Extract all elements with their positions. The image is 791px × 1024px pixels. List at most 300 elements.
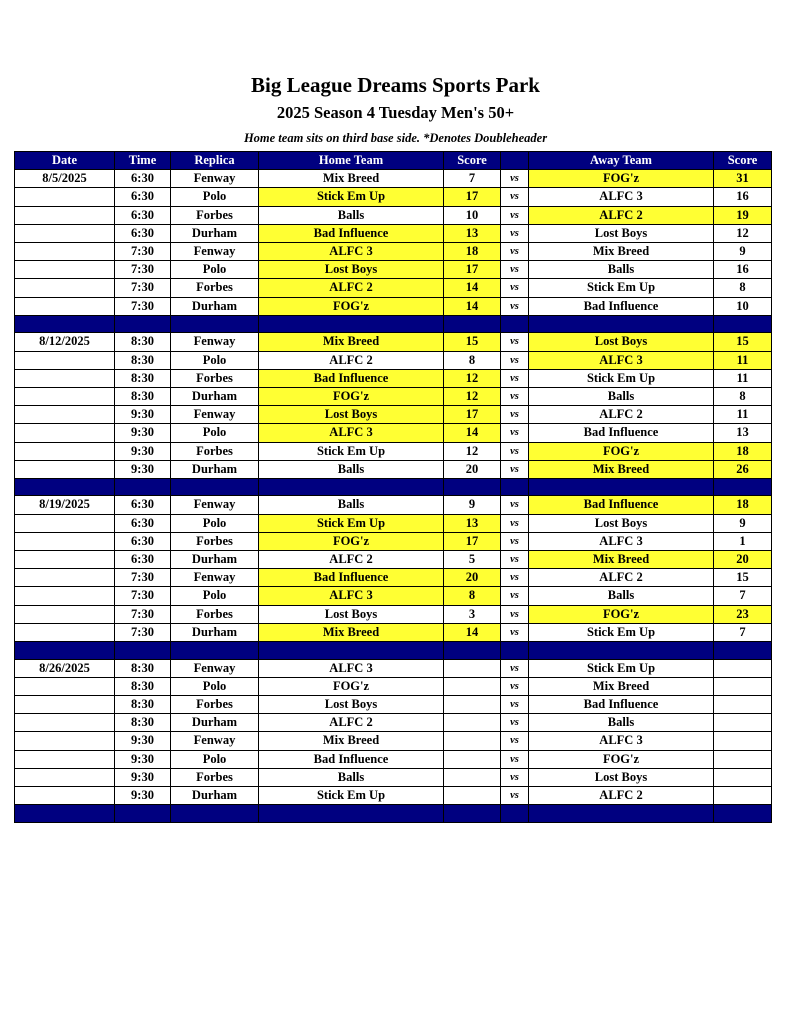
game-field: Durham [171,714,259,732]
away-team: Mix Breed [529,677,714,695]
game-date [15,587,115,605]
away-score: 7 [714,623,772,641]
away-team: Lost Boys [529,224,714,242]
home-team: Bad Influence [259,569,444,587]
versus-label: vs [501,206,529,224]
away-score: 11 [714,369,772,387]
separator-cell [529,805,714,823]
game-row [15,677,772,695]
game-row [15,188,772,206]
game-date [15,714,115,732]
home-score: 18 [444,243,501,261]
game-row [15,206,772,224]
game-row [15,569,772,587]
away-score: 9 [714,514,772,532]
home-score: 5 [444,551,501,569]
game-row [15,659,772,677]
away-team: Mix Breed [529,243,714,261]
home-score: 13 [444,514,501,532]
away-team: Stick Em Up [529,623,714,641]
versus-label: vs [501,514,529,532]
away-team: ALFC 2 [529,206,714,224]
column-header: Away Team [529,152,714,170]
separator-cell [501,642,529,660]
separator-cell [444,642,501,660]
game-time: 8:30 [115,351,171,369]
game-row [15,532,772,550]
game-row [15,714,772,732]
home-score: 15 [444,333,501,351]
home-score: 8 [444,587,501,605]
game-row [15,605,772,623]
game-field: Fenway [171,333,259,351]
game-row [15,695,772,713]
game-field: Durham [171,551,259,569]
home-score: 17 [444,188,501,206]
game-date [15,297,115,315]
week-separator [15,642,772,660]
page-note: Home team sits on third base side. *Denotes Doubleheader [243,131,548,145]
game-field: Polo [171,424,259,442]
game-row [15,333,772,351]
home-score: 10 [444,206,501,224]
column-header: Score [444,152,501,170]
game-field: Forbes [171,695,259,713]
week-separator [15,315,772,333]
game-date: 8/12/2025 [15,333,115,351]
away-team: Lost Boys [529,333,714,351]
separator-cell [115,315,171,333]
away-team: ALFC 3 [529,732,714,750]
game-time: 7:30 [115,623,171,641]
home-score: 17 [444,406,501,424]
away-team: ALFC 3 [529,188,714,206]
game-date [15,460,115,478]
game-field: Fenway [171,569,259,587]
game-row [15,732,772,750]
game-field: Polo [171,587,259,605]
game-field: Durham [171,224,259,242]
away-team: Balls [529,587,714,605]
game-date [15,605,115,623]
versus-label: vs [501,750,529,768]
home-team: ALFC 2 [259,551,444,569]
home-team: FOG'z [259,387,444,405]
game-time: 9:30 [115,442,171,460]
game-date [15,387,115,405]
game-time: 9:30 [115,406,171,424]
separator-cell [259,805,444,823]
game-date [15,369,115,387]
versus-label: vs [501,551,529,569]
game-field: Polo [171,351,259,369]
versus-label: vs [501,261,529,279]
game-time: 7:30 [115,243,171,261]
game-date [15,677,115,695]
away-score: 15 [714,333,772,351]
game-date [15,424,115,442]
game-date [15,351,115,369]
home-score: 13 [444,224,501,242]
game-date [15,569,115,587]
game-time: 7:30 [115,569,171,587]
away-team: Balls [529,714,714,732]
table-header-row [15,152,772,170]
game-field: Fenway [171,243,259,261]
home-team: Bad Influence [259,750,444,768]
separator-cell [529,478,714,496]
away-score: 16 [714,261,772,279]
away-team: ALFC 2 [529,406,714,424]
home-team: Mix Breed [259,170,444,188]
away-score [714,695,772,713]
versus-label: vs [501,460,529,478]
away-score: 10 [714,297,772,315]
game-date: 8/19/2025 [15,496,115,514]
versus-label: vs [501,279,529,297]
separator-cell [15,478,115,496]
game-time: 9:30 [115,787,171,805]
separator-cell [501,315,529,333]
versus-label: vs [501,569,529,587]
game-row [15,406,772,424]
home-team: ALFC 2 [259,714,444,732]
away-score [714,714,772,732]
home-team: Lost Boys [259,695,444,713]
game-row [15,261,772,279]
away-score [714,732,772,750]
game-time: 6:30 [115,496,171,514]
home-score: 12 [444,387,501,405]
away-team: FOG'z [529,170,714,188]
game-time: 6:30 [115,514,171,532]
home-team: Mix Breed [259,623,444,641]
away-team: FOG'z [529,605,714,623]
home-team: Lost Boys [259,406,444,424]
game-date: 8/26/2025 [15,659,115,677]
game-row [15,496,772,514]
column-header: Score [714,152,772,170]
separator-cell [115,642,171,660]
away-team: ALFC 2 [529,569,714,587]
home-score [444,677,501,695]
game-time: 9:30 [115,732,171,750]
page-subtitle: 2025 Season 4 Tuesday Men's 50+ [276,103,515,122]
home-score [444,768,501,786]
game-time: 9:30 [115,750,171,768]
game-field: Durham [171,387,259,405]
game-time: 6:30 [115,188,171,206]
home-team: ALFC 3 [259,587,444,605]
game-row [15,750,772,768]
game-row [15,224,772,242]
game-date [15,261,115,279]
home-score: 14 [444,623,501,641]
versus-label: vs [501,369,529,387]
game-field: Polo [171,677,259,695]
separator-cell [171,642,259,660]
away-team: ALFC 2 [529,787,714,805]
away-score: 20 [714,551,772,569]
home-team: Mix Breed [259,732,444,750]
away-score: 8 [714,279,772,297]
game-time: 6:30 [115,532,171,550]
away-team: Bad Influence [529,297,714,315]
game-date [15,768,115,786]
game-field: Polo [171,750,259,768]
game-row [15,551,772,569]
game-row [15,351,772,369]
game-time: 6:30 [115,170,171,188]
home-team: FOG'z [259,297,444,315]
away-score: 19 [714,206,772,224]
away-team: Mix Breed [529,460,714,478]
separator-cell [15,805,115,823]
game-time: 9:30 [115,460,171,478]
game-date: 8/5/2025 [15,170,115,188]
game-row [15,623,772,641]
game-field: Forbes [171,206,259,224]
game-row [15,170,772,188]
schedule-body [15,170,772,823]
versus-label: vs [501,442,529,460]
home-team: Stick Em Up [259,514,444,532]
separator-cell [444,478,501,496]
away-score [714,677,772,695]
home-score: 14 [444,297,501,315]
game-row [15,587,772,605]
home-score: 20 [444,460,501,478]
game-field: Fenway [171,732,259,750]
game-field: Durham [171,297,259,315]
versus-label: vs [501,297,529,315]
versus-label: vs [501,188,529,206]
game-time: 6:30 [115,551,171,569]
versus-label: vs [501,424,529,442]
home-score: 17 [444,261,501,279]
home-team: Lost Boys [259,261,444,279]
home-team: ALFC 2 [259,279,444,297]
versus-label: vs [501,714,529,732]
home-score [444,750,501,768]
game-time: 8:30 [115,369,171,387]
versus-label: vs [501,387,529,405]
game-field: Durham [171,787,259,805]
versus-label: vs [501,170,529,188]
game-time: 7:30 [115,279,171,297]
away-score: 1 [714,532,772,550]
home-score: 3 [444,605,501,623]
away-team: FOG'z [529,750,714,768]
away-score [714,787,772,805]
game-date [15,243,115,261]
home-score: 9 [444,496,501,514]
game-time: 8:30 [115,677,171,695]
home-score: 12 [444,442,501,460]
separator-cell [501,805,529,823]
game-field: Fenway [171,170,259,188]
game-row [15,514,772,532]
separator-cell [259,315,444,333]
game-time: 9:30 [115,424,171,442]
versus-label: vs [501,243,529,261]
game-time: 6:30 [115,224,171,242]
home-team: Mix Breed [259,333,444,351]
home-score [444,714,501,732]
home-team: FOG'z [259,532,444,550]
game-time: 8:30 [115,659,171,677]
game-row [15,460,772,478]
game-time: 8:30 [115,333,171,351]
versus-label: vs [501,351,529,369]
home-score: 8 [444,351,501,369]
home-score: 17 [444,532,501,550]
game-field: Fenway [171,406,259,424]
home-score: 14 [444,279,501,297]
game-time: 7:30 [115,261,171,279]
versus-label: vs [501,787,529,805]
away-team: Bad Influence [529,424,714,442]
away-score: 31 [714,170,772,188]
home-team: FOG'z [259,677,444,695]
game-date [15,532,115,550]
away-score: 18 [714,442,772,460]
week-separator [15,478,772,496]
game-row [15,768,772,786]
game-row [15,424,772,442]
page-title: Big League Dreams Sports Park [251,73,540,97]
home-team: Stick Em Up [259,188,444,206]
game-field: Durham [171,460,259,478]
away-score: 13 [714,424,772,442]
separator-cell [259,478,444,496]
away-team: Stick Em Up [529,659,714,677]
versus-label: vs [501,623,529,641]
away-team: FOG'z [529,442,714,460]
versus-label: vs [501,224,529,242]
game-field: Forbes [171,768,259,786]
home-team: ALFC 2 [259,351,444,369]
home-team: ALFC 3 [259,424,444,442]
separator-cell [171,805,259,823]
column-header: Replica [171,152,259,170]
separator-cell [714,315,772,333]
away-score: 23 [714,605,772,623]
away-score: 12 [714,224,772,242]
separator-cell [115,478,171,496]
away-team: ALFC 3 [529,532,714,550]
game-date [15,551,115,569]
versus-label: vs [501,532,529,550]
away-score: 16 [714,188,772,206]
home-team: Stick Em Up [259,787,444,805]
separator-cell [171,315,259,333]
away-team: Stick Em Up [529,279,714,297]
game-row [15,442,772,460]
away-team: Balls [529,261,714,279]
game-date [15,514,115,532]
home-team: Balls [259,496,444,514]
away-score [714,768,772,786]
game-row [15,787,772,805]
schedule-table [14,151,772,823]
game-time: 7:30 [115,605,171,623]
home-score: 14 [444,424,501,442]
separator-cell [115,805,171,823]
game-time: 6:30 [115,206,171,224]
versus-label: vs [501,406,529,424]
away-team: Lost Boys [529,514,714,532]
away-team: Stick Em Up [529,369,714,387]
game-field: Forbes [171,605,259,623]
game-date [15,279,115,297]
game-field: Polo [171,514,259,532]
separator-cell [15,315,115,333]
away-score: 11 [714,351,772,369]
game-field: Fenway [171,659,259,677]
home-team: Stick Em Up [259,442,444,460]
game-row [15,279,772,297]
column-header: Date [15,152,115,170]
separator-cell [529,315,714,333]
game-date [15,406,115,424]
game-date [15,695,115,713]
game-field: Forbes [171,532,259,550]
separator-cell [714,805,772,823]
home-team: Bad Influence [259,224,444,242]
home-team: ALFC 3 [259,243,444,261]
game-field: Forbes [171,279,259,297]
home-team: Balls [259,206,444,224]
away-score: 8 [714,387,772,405]
away-score [714,750,772,768]
home-team: Balls [259,768,444,786]
away-score: 18 [714,496,772,514]
away-team: Balls [529,387,714,405]
home-score [444,787,501,805]
versus-label: vs [501,768,529,786]
home-score [444,695,501,713]
game-date [15,750,115,768]
home-team: Bad Influence [259,369,444,387]
separator-cell [15,642,115,660]
away-score: 9 [714,243,772,261]
game-time: 8:30 [115,714,171,732]
versus-label: vs [501,659,529,677]
versus-label: vs [501,732,529,750]
away-score: 15 [714,569,772,587]
separator-cell [529,642,714,660]
away-score: 26 [714,460,772,478]
separator-cell [444,805,501,823]
column-header: Home Team [259,152,444,170]
away-score: 7 [714,587,772,605]
game-field: Forbes [171,369,259,387]
game-time: 9:30 [115,768,171,786]
away-team: Bad Influence [529,496,714,514]
game-date [15,206,115,224]
away-team: Bad Influence [529,695,714,713]
home-team: Lost Boys [259,605,444,623]
versus-label: vs [501,496,529,514]
versus-label: vs [501,587,529,605]
game-row [15,297,772,315]
away-team: Lost Boys [529,768,714,786]
game-date [15,224,115,242]
home-score [444,732,501,750]
game-field: Polo [171,261,259,279]
away-team: ALFC 3 [529,351,714,369]
